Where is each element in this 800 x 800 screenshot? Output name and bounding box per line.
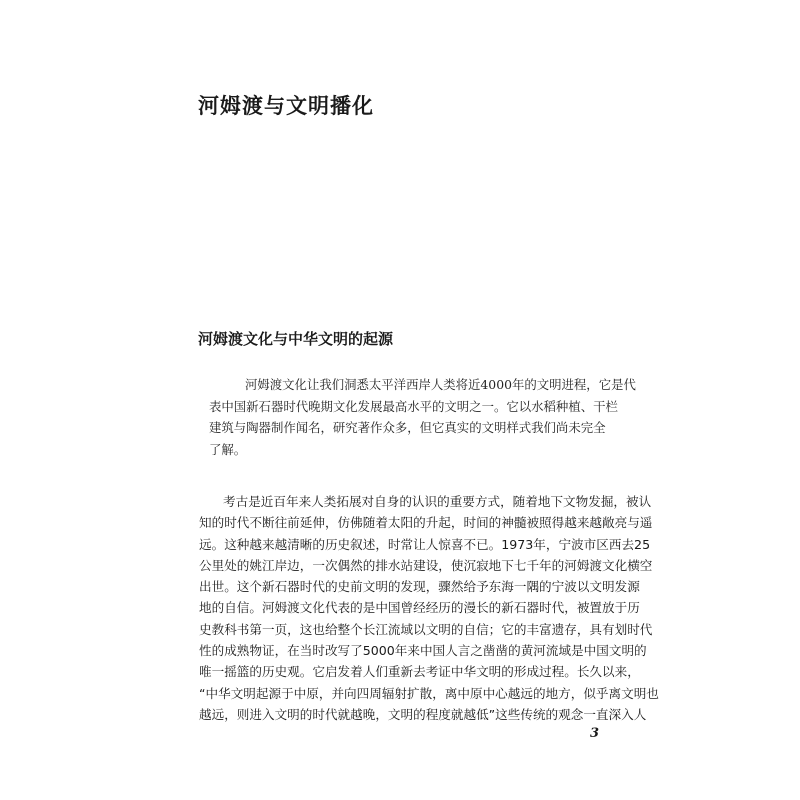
abstract-line: 河姆渡文化让我们洞悉太平洋西岸人类将近4000年的文明进程，它是代: [245, 377, 636, 392]
abstract-line: 建筑与陶器制作闻名，研究著作众多，但它真实的文明样式我们尚未完全: [209, 420, 606, 435]
body-line: 远。这种越来越清晰的历史叙述，时常让人惊喜不已。1973年，宁波市区西去25: [199, 536, 651, 552]
abstract-line: 了解。: [209, 441, 247, 457]
page-number: 3: [590, 726, 600, 741]
body-line: 史教科书第一页，这也给整个长江流域以文明的自信；它的丰富遗存，具有划时代: [199, 621, 653, 637]
body-line: 地的自信。河姆渡文化代表的是中国曾经经历的漫长的新石器时代，被置放于历: [199, 600, 640, 616]
body-line: 出世。这个新石器时代的史前文明的发现，骤然给予东海一隅的宁波以文明发源: [199, 579, 640, 595]
abstract-line: 表中国新石器时代晚期文化发展最高水平的文明之一。它以水稻种植、干栏: [209, 398, 618, 414]
body-line: 唯一摇篮的历史观。它启发着人们重新去考证中华文明的形成过程。长久以来，: [199, 664, 640, 680]
body-line: 知的时代不断往前延伸，仿佛随着太阳的升起，时间的神髓被照得越来越敞亮与遥: [199, 515, 653, 531]
body-line: 公里处的姚江岸边，一次偶然的排水站建设，使沉寂地下七千年的河姆渡文化横空: [199, 557, 653, 573]
part-title: 河姆渡与文明播化: [198, 93, 374, 118]
body-paragraph: [199, 491, 659, 725]
body-line: 考古是近百年来人类拓展对自身的认识的重要方式，随着地下文物发掘，被认: [223, 494, 652, 509]
body-line: “中华文明起源于中原，并向四周辐射扩散，离中原中心越远的地方，似乎离文明也: [199, 685, 659, 701]
body-line: 越远，则进入文明的时代就越晚，文明的程度就越低”这些传统的观念一直深入人: [199, 706, 647, 722]
abstract-paragraph: [209, 374, 636, 460]
section-title: 河姆渡文化与中华文明的起源: [198, 330, 394, 348]
body-line: 性的成熟物证，在当时改写了5000年来中国人言之凿凿的黄河流域是中国文明的: [199, 643, 647, 659]
